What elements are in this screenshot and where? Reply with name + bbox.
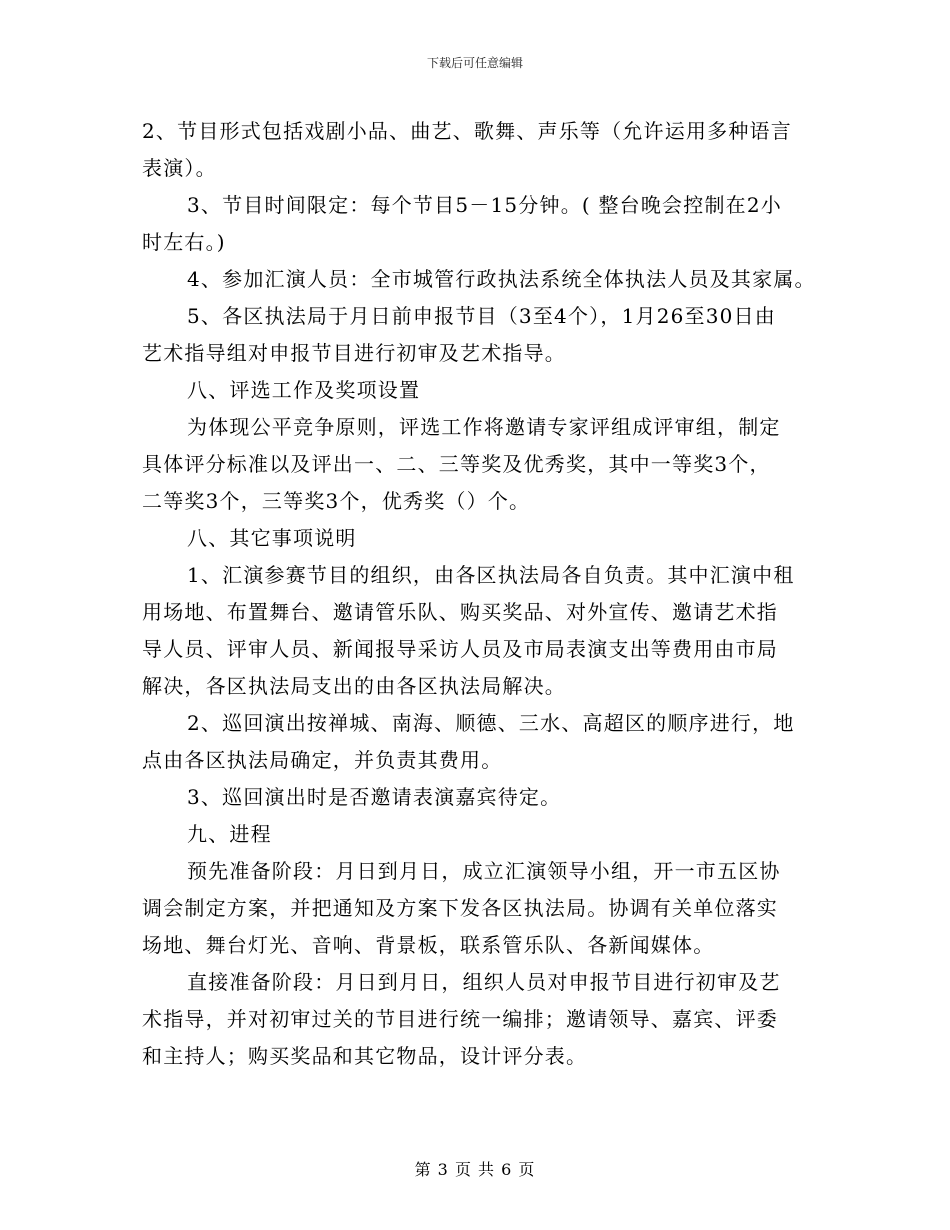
page-header-note: 下载后可任意编辑: [426, 56, 523, 70]
text-line: 场地、舞台灯光、音响、背景板，联系管乐队、各新闻媒体。: [142, 933, 715, 957]
text-line: 八、其它事项说明: [187, 526, 357, 550]
document-body: [142, 113, 816, 1075]
text-line: 和主持人；购买奖品和其它物品，设计评分表。: [142, 1044, 588, 1068]
text-line: 时左右。): [142, 230, 226, 254]
text-line: 解决，各区执法局支出的由各区执法局解决。: [142, 674, 566, 698]
text-line: 预先准备阶段：月日到月日，成立汇演领导小组，开一市五区协: [187, 859, 781, 883]
text-line: 表演）。: [142, 156, 217, 180]
text-line: 2、巡回演出按禅城、南海、顺德、三水、高超区的顺序进行，地: [187, 711, 795, 735]
text-line: 导人员、评审人员、新闻报导采访人员及市局表演支出等费用由市局: [142, 637, 778, 661]
text-line: 为体现公平竞争原则，评选工作将邀请专家评组成评审组，制定: [187, 415, 781, 439]
text-line: 2、节目形式包括戏剧小品、曲艺、歌舞、声乐等（允许运用多种语言: [142, 119, 792, 143]
text-line: 1、汇演参赛节目的组织，由各区执法局各自负责。其中汇演中租: [187, 563, 795, 587]
text-line: 九、进程: [187, 822, 272, 846]
text-line: 具体评分标准以及评出一、二、三等奖及优秀奖，其中一等奖3个，: [142, 452, 771, 476]
text-line: 二等奖3个，三等奖3个，优秀奖（）个。: [142, 489, 531, 513]
text-line: 4、参加汇演人员：全市城管行政执法系统全体执法人员及其家属。: [187, 267, 816, 291]
text-line: 艺术指导组对申报节目进行初审及艺术指导。: [142, 341, 566, 365]
text-line: 调会制定方案，并把通知及方案下发各区执法局。协调有关单位落实: [142, 896, 778, 920]
text-line: 点由各区执法局确定，并负责其费用。: [142, 748, 503, 772]
text-line: 3、巡回演出时是否邀请表演嘉宾待定。: [187, 785, 562, 809]
text-line: 术指导，并对初审过关的节目进行统一编排；邀请领导、嘉宾、评委: [142, 1007, 778, 1031]
text-line: 直接准备阶段：月日到月日，组织人员对申报节目进行初审及艺: [187, 970, 781, 994]
page-number: 第 3 页 共 6 页: [414, 1160, 536, 1179]
text-line: 3、节目时间限定：每个节目5－15分钟。( 整台晚会控制在2小: [187, 193, 782, 217]
text-line: 5、各区执法局于月日前申报节目（3至4个），1月26至30日由: [187, 304, 776, 328]
text-line: 用场地、布置舞台、邀请管乐队、购买奖品、对外宣传、邀请艺术指: [142, 600, 778, 624]
text-line: 八、评选工作及奖项设置: [187, 378, 421, 402]
